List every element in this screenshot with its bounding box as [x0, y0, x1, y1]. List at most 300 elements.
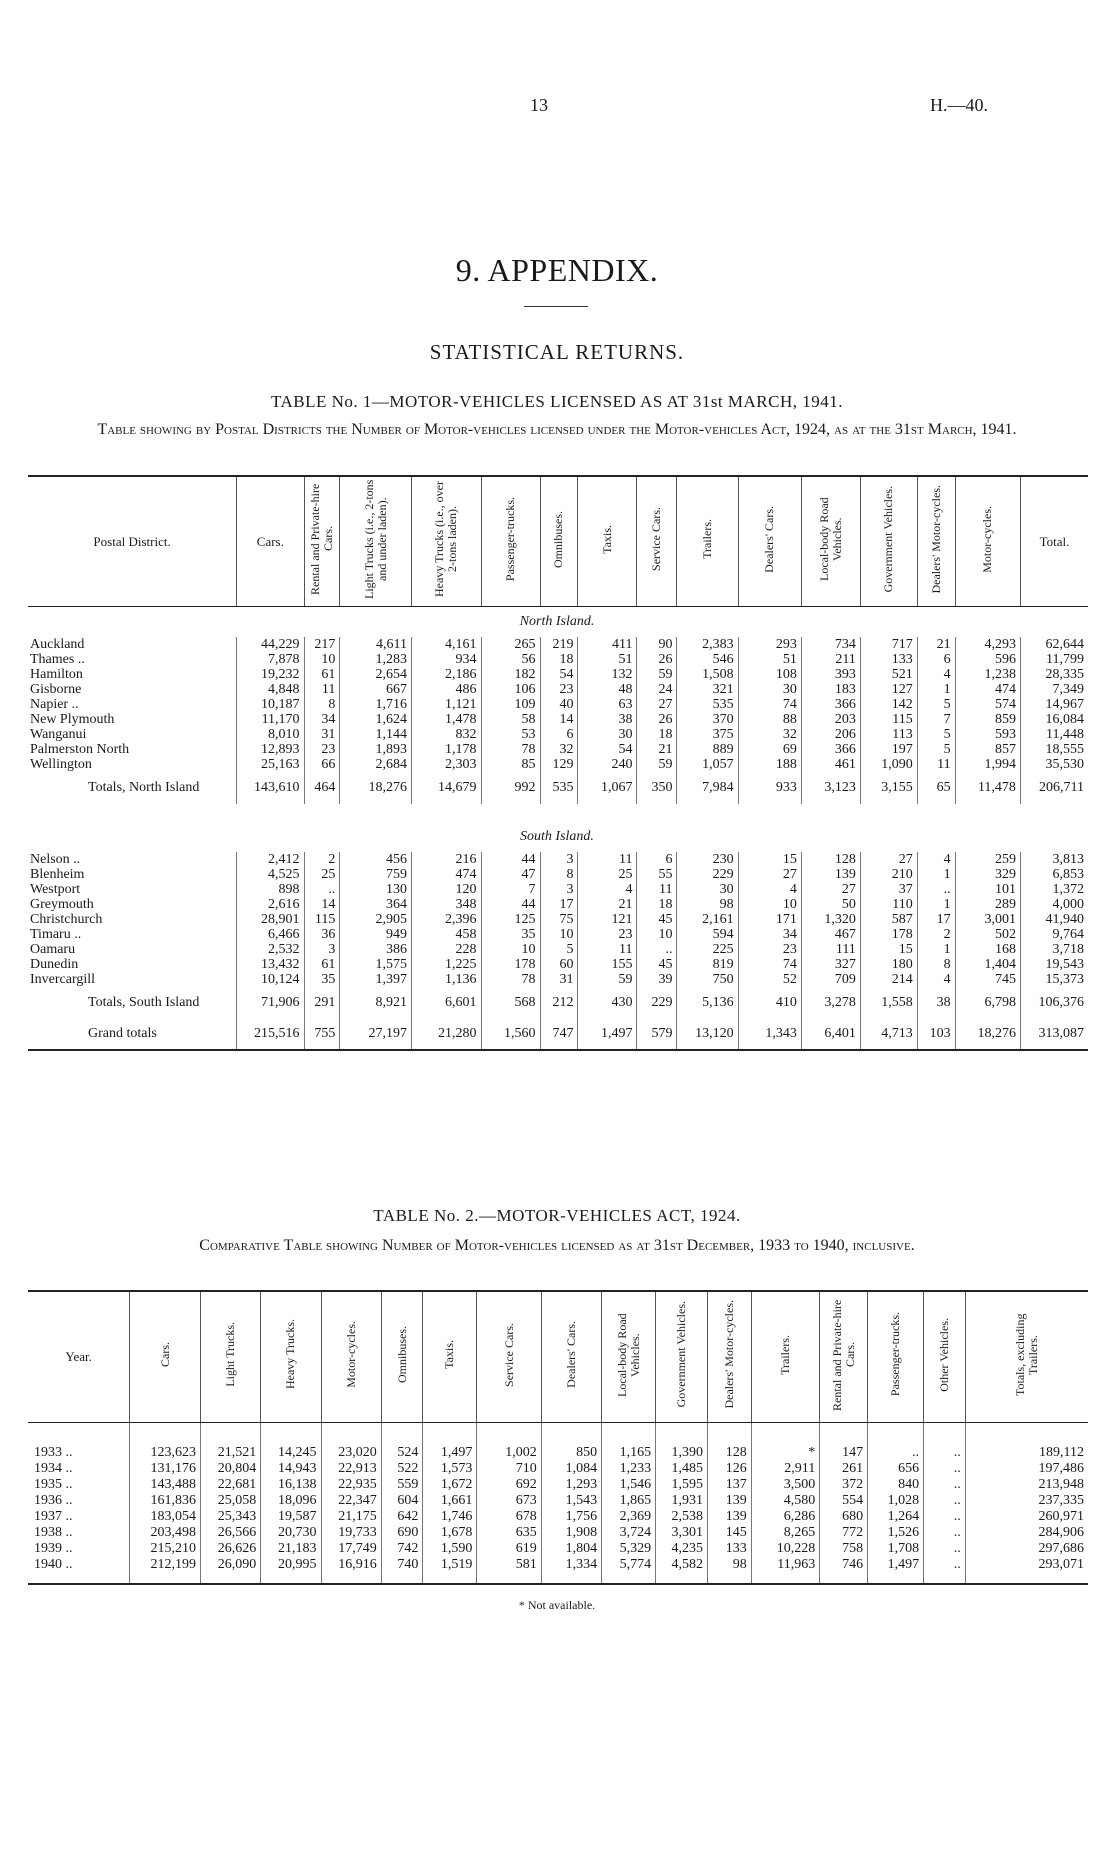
table-cell: 197,486: [1038, 1461, 1084, 1476]
table-cell: 21: [578, 897, 637, 912]
table-cell: 1,497: [868, 1557, 924, 1584]
table-cell: 212: [540, 987, 578, 1019]
table2-description: Comparative Table showing Number of Motor-vehicles licensed as at 31st December, 1933 to 1940, inclusive.: [199, 1237, 915, 1254]
table-cell: 3,155: [860, 772, 917, 804]
table-row: [28, 852, 1088, 867]
table-cell: 5,136: [677, 987, 738, 1019]
table-cell: 51: [738, 652, 801, 667]
table-cell: 4,235: [656, 1541, 708, 1557]
page-reference: H.—40.: [930, 95, 988, 115]
table-cell: 1,546: [602, 1477, 656, 1493]
table-cell: 393: [801, 667, 860, 682]
table-cell: 228: [412, 942, 482, 957]
table-cell: 108: [738, 667, 801, 682]
table-cell: 47: [481, 867, 540, 882]
table-cell: 327: [801, 957, 860, 972]
table-cell: 6: [540, 727, 578, 742]
column-header: [868, 1291, 924, 1423]
table-cell: 18,555: [1045, 742, 1084, 757]
table-cell: 14: [540, 712, 578, 727]
table-cell: 5: [917, 727, 955, 742]
table-row: [28, 1557, 1088, 1584]
table-cell: 1,526: [868, 1525, 924, 1541]
table-cell: 11,478: [955, 772, 1020, 804]
table-cell: 183,054: [130, 1509, 201, 1525]
table-cell: 51: [578, 652, 637, 667]
table-cell: 27,197: [340, 1019, 412, 1050]
table-cell: 386: [340, 942, 412, 957]
table-cell: 949: [340, 927, 412, 942]
table-cell: 44,229: [237, 637, 304, 652]
table-cell: 581: [477, 1557, 541, 1584]
column-header-label: Dealers' Motor-cycles.: [928, 484, 943, 594]
column-header: [237, 476, 304, 607]
table-cell: ..: [924, 1509, 966, 1525]
table-cell: 857: [955, 742, 1020, 757]
table-cell: 4: [917, 972, 955, 987]
column-header-label: Service Cars.: [501, 1322, 516, 1387]
table-cell: 13,120: [677, 1019, 738, 1050]
table-cell: 65: [917, 772, 955, 804]
row-label: Nelson ..: [28, 852, 237, 867]
table-row: [28, 667, 1088, 682]
table-cell: 74: [738, 697, 801, 712]
row-label: Hamilton: [28, 667, 237, 682]
table-cell: 18: [637, 897, 677, 912]
table-cell: 145: [708, 1525, 752, 1541]
table-cell: 1,084: [541, 1461, 601, 1477]
column-header: [481, 476, 540, 607]
table-cell: 11: [637, 882, 677, 897]
column-header-label: Motor-cycles.: [343, 1321, 358, 1388]
table-cell: 106,376: [1038, 995, 1084, 1010]
table-cell: 2,532: [237, 942, 304, 957]
table-cell: 20,730: [261, 1525, 321, 1541]
table-cell: 24: [637, 682, 677, 697]
section-row: [28, 607, 1088, 638]
table-cell: 1,708: [868, 1541, 924, 1557]
table-cell: 38: [578, 712, 637, 727]
column-header-label: Taxis.: [599, 524, 614, 554]
table-cell: 41,940: [1045, 912, 1084, 927]
table-cell: 364: [340, 897, 412, 912]
table-cell: 1,595: [656, 1477, 708, 1493]
table-cell: 819: [677, 957, 738, 972]
table-cell: 63: [578, 697, 637, 712]
table-cell: 521: [860, 667, 917, 682]
table-row: [28, 957, 1088, 972]
table-cell: 13,432: [237, 957, 304, 972]
column-header: [578, 476, 637, 607]
column-header-label: Rental and Private-hire Cars.: [829, 1298, 857, 1411]
divider: [524, 306, 588, 307]
table-cell: 3,001: [955, 912, 1020, 927]
table-cell: 214: [860, 972, 917, 987]
row-label: Christchurch: [28, 912, 237, 927]
column-header-label: Passenger-trucks.: [888, 1312, 903, 1397]
table-cell: 168: [955, 942, 1020, 957]
table-cell: 26: [637, 712, 677, 727]
table-cell: 284,906: [1038, 1525, 1084, 1540]
table-cell: 120: [412, 882, 482, 897]
table-cell: 54: [578, 742, 637, 757]
totals-row: [28, 987, 1088, 1019]
section-heading: STATISTICAL RETURNS.: [429, 340, 685, 364]
table1-description: Table showing by Postal Districts the Number of Motor-vehicles licensed under the Motor-vehicles Act, 1924, as at the 31st March, 1941.: [97, 421, 1017, 438]
column-header-label: Local-body Road Vehicles.: [816, 497, 844, 581]
table-cell: 10: [481, 942, 540, 957]
table-cell: 14,679: [412, 772, 482, 804]
table-row: [28, 637, 1088, 652]
table-cell: *: [751, 1423, 820, 1462]
table-cell: 2,684: [340, 757, 412, 772]
row-label: 1935 ..: [28, 1477, 130, 1493]
table-cell: 593: [955, 727, 1020, 742]
table-cell: 69: [738, 742, 801, 757]
table-row: [28, 912, 1088, 927]
table-cell: 55: [637, 867, 677, 882]
table-cell: 217: [304, 637, 340, 652]
table-cell: 535: [540, 772, 578, 804]
table-cell: 4,000: [1052, 897, 1084, 912]
table-cell: 15,373: [1045, 972, 1084, 987]
table-cell: 2,412: [237, 852, 304, 867]
table-cell: 2,538: [656, 1509, 708, 1525]
row-label: Palmerston North: [28, 742, 237, 757]
table-row: [28, 972, 1088, 987]
table-cell: 147: [820, 1423, 868, 1462]
table-cell: 4,848: [237, 682, 304, 697]
table-cell: 10,187: [237, 697, 304, 712]
table1-header-row: [28, 476, 1088, 607]
table-cell: 121: [578, 912, 637, 927]
table-row: [28, 712, 1088, 727]
table-cell: 240: [578, 757, 637, 772]
row-label: 1940 ..: [28, 1557, 130, 1584]
table-cell: 59: [637, 667, 677, 682]
column-header-label: Trailers.: [777, 1334, 792, 1375]
table-cell: 22,347: [321, 1493, 381, 1509]
column-header-label: Local-body Road Vehicles.: [614, 1312, 642, 1397]
table-cell: 203,498: [130, 1525, 201, 1541]
table-cell: 206: [801, 727, 860, 742]
table-cell: 1,334: [541, 1557, 601, 1584]
table-cell: 26: [637, 652, 677, 667]
table-cell: 189,112: [1039, 1445, 1084, 1460]
table-cell: 1,756: [541, 1509, 601, 1525]
table-cell: 4: [738, 882, 801, 897]
table-row: [28, 757, 1088, 772]
table-cell: 11,963: [751, 1557, 820, 1584]
table-cell: 486: [412, 682, 482, 697]
table-cell: 690: [381, 1525, 423, 1541]
column-header-label: Postal District.: [93, 533, 171, 549]
table-cell: 98: [677, 897, 738, 912]
table-cell: 203: [801, 712, 860, 727]
table-cell: 25: [304, 867, 340, 882]
table-cell: 74: [738, 957, 801, 972]
table-cell: 289: [955, 897, 1020, 912]
page-number: 13: [530, 95, 548, 115]
table-cell: 23: [540, 682, 578, 697]
table-cell: 992: [481, 772, 540, 804]
table-cell: 461: [801, 757, 860, 772]
table2-body: [28, 1423, 1088, 1585]
table-cell: 44: [481, 852, 540, 867]
table-cell: 10: [637, 927, 677, 942]
table-cell: 101: [955, 882, 1020, 897]
table-cell: 11: [304, 682, 340, 697]
column-header: [677, 476, 738, 607]
appendix-heading: 9. APPENDIX.: [455, 252, 659, 288]
table-cell: 71,906: [237, 987, 304, 1019]
table-cell: 10,228: [751, 1541, 820, 1557]
column-header: [602, 1291, 656, 1423]
table-cell: 680: [820, 1509, 868, 1525]
table-cell: 61: [304, 957, 340, 972]
table-cell: 75: [540, 912, 578, 927]
column-header: [801, 476, 860, 607]
table-cell: 14,245: [261, 1423, 321, 1462]
table-cell: 1,343: [738, 1019, 801, 1050]
table-cell: 329: [955, 867, 1020, 882]
table1-body: [28, 607, 1088, 1051]
table-cell: 759: [340, 867, 412, 882]
table-cell: 53: [481, 727, 540, 742]
table-cell: 4,611: [340, 637, 412, 652]
page-header: [0, 95, 1114, 119]
table-cell: 4,582: [656, 1557, 708, 1584]
table-cell: 522: [381, 1461, 423, 1477]
table-cell: ..: [924, 1423, 966, 1462]
table2-title: TABLE No. 2.—MOTOR-VEHICLES ACT, 1924.: [373, 1206, 741, 1225]
column-header: [708, 1291, 752, 1423]
table-cell: 10: [304, 652, 340, 667]
table-cell: 10: [738, 897, 801, 912]
table-cell: 366: [801, 697, 860, 712]
column-header-label: Year.: [65, 1349, 92, 1364]
table-cell: 1,931: [656, 1493, 708, 1509]
table-cell: 11,170: [237, 712, 304, 727]
column-header-label: Taxis.: [442, 1340, 457, 1369]
table-cell: 19,543: [1045, 957, 1084, 972]
table-cell: 758: [820, 1541, 868, 1557]
table-cell: 321: [677, 682, 738, 697]
column-header-label: Dealers' Cars.: [563, 1321, 578, 1388]
column-header: [28, 476, 237, 607]
table-cell: 772: [820, 1525, 868, 1541]
table-cell: 35: [304, 972, 340, 987]
table-cell: 213,948: [1038, 1477, 1084, 1492]
table-cell: 260,971: [1038, 1509, 1084, 1524]
table-cell: 6: [637, 852, 677, 867]
table-cell: 1,519: [423, 1557, 477, 1584]
row-label: 1934 ..: [28, 1461, 130, 1477]
table-cell: 1,404: [955, 957, 1020, 972]
table-cell: 5,774: [602, 1557, 656, 1584]
table-cell: 171: [738, 912, 801, 927]
column-header: [130, 1291, 201, 1423]
table-cell: 5: [540, 942, 578, 957]
table-cell: 85: [481, 757, 540, 772]
table-cell: 3,123: [801, 772, 860, 804]
table-cell: 11: [578, 852, 637, 867]
table-cell: 1,390: [656, 1423, 708, 1462]
table-cell: 2,616: [237, 897, 304, 912]
table-cell: 2,911: [751, 1461, 820, 1477]
table-cell: 898: [237, 882, 304, 897]
table-cell: 16,084: [1045, 712, 1084, 727]
table-cell: 667: [340, 682, 412, 697]
table-cell: 2,303: [412, 757, 482, 772]
column-header: [477, 1291, 541, 1423]
table-cell: 6,401: [801, 1019, 860, 1050]
row-label: Thames ..: [28, 652, 237, 667]
table-cell: 1,397: [340, 972, 412, 987]
table-cell: 3,278: [801, 987, 860, 1019]
table-cell: 1,264: [868, 1509, 924, 1525]
table-cell: 219: [540, 637, 578, 652]
table-cell: 40: [540, 697, 578, 712]
table-cell: 32: [738, 727, 801, 742]
column-header-label: Omnibuses.: [394, 1326, 409, 1383]
table-cell: 155: [578, 957, 637, 972]
table-cell: 38: [917, 987, 955, 1019]
table-cell: 123,623: [130, 1423, 201, 1462]
column-header-label: Total.: [1039, 533, 1070, 549]
table-cell: 22,681: [200, 1477, 260, 1493]
column-header-label: Heavy Trucks.: [283, 1319, 298, 1390]
table-cell: 4,525: [237, 867, 304, 882]
table-cell: 22,935: [321, 1477, 381, 1493]
table-cell: 430: [578, 987, 637, 1019]
table-cell: 458: [412, 927, 482, 942]
table-cell: 23: [578, 927, 637, 942]
table-cell: 6,466: [237, 927, 304, 942]
table-cell: 35,530: [1045, 757, 1084, 772]
table-cell: 1,485: [656, 1461, 708, 1477]
row-label: New Plymouth: [28, 712, 237, 727]
table-cell: 1,543: [541, 1493, 601, 1509]
table-cell: ..: [917, 882, 955, 897]
column-header-label: Rental and Private-hire Cars.: [307, 483, 335, 595]
table-cell: 206,711: [1039, 780, 1084, 795]
table-cell: 656: [868, 1461, 924, 1477]
row-label: Blenheim: [28, 867, 237, 882]
table-cell: 574: [955, 697, 1020, 712]
row-label: 1939 ..: [28, 1541, 130, 1557]
table-cell: 850: [541, 1423, 601, 1462]
table-cell: 4,580: [751, 1493, 820, 1509]
table-cell: 6: [917, 652, 955, 667]
table-cell: 742: [381, 1541, 423, 1557]
table-cell: 568: [481, 987, 540, 1019]
column-header-label: Other Vehicles.: [936, 1317, 951, 1392]
column-header-label: Motor-cycles.: [980, 505, 995, 573]
column-header: [924, 1291, 966, 1423]
row-label: Wanganui: [28, 727, 237, 742]
table-cell: 1,678: [423, 1525, 477, 1541]
table-cell: 840: [868, 1477, 924, 1493]
table-cell: 26,090: [200, 1557, 260, 1584]
table-cell: 143,488: [130, 1477, 201, 1493]
table-cell: 934: [412, 652, 482, 667]
table-cell: 109: [481, 697, 540, 712]
table-cell: 142: [860, 697, 917, 712]
table-cell: 30: [677, 882, 738, 897]
table-cell: 45: [637, 957, 677, 972]
table-cell: 139: [708, 1509, 752, 1525]
table-cell: 1,893: [340, 742, 412, 757]
table-cell: 19,587: [261, 1509, 321, 1525]
table-cell: 18: [637, 727, 677, 742]
row-label: Grand totals: [28, 1019, 237, 1050]
row-label: Greymouth: [28, 897, 237, 912]
table-cell: 2: [304, 852, 340, 867]
column-header: [321, 1291, 381, 1423]
table-cell: 161,836: [130, 1493, 201, 1509]
table-cell: 8: [540, 867, 578, 882]
table-cell: 1,225: [412, 957, 482, 972]
table-cell: 1,661: [423, 1493, 477, 1509]
table-cell: 125: [481, 912, 540, 927]
table-cell: 410: [738, 987, 801, 1019]
table-cell: 26,566: [200, 1525, 260, 1541]
table-cell: 3: [540, 852, 578, 867]
table-cell: 7,349: [1052, 682, 1084, 697]
table-cell: 3,500: [751, 1477, 820, 1493]
table-cell: 1,497: [578, 1019, 637, 1050]
column-header: [1020, 476, 1088, 607]
table-cell: 372: [820, 1477, 868, 1493]
table-cell: 596: [955, 652, 1020, 667]
column-header: [820, 1291, 868, 1423]
table-cell: 27: [637, 697, 677, 712]
table-cell: 259: [955, 852, 1020, 867]
table-cell: 293: [738, 637, 801, 652]
section-label: South Island.: [520, 829, 594, 844]
table-cell: 5,329: [602, 1541, 656, 1557]
table-cell: 8,010: [237, 727, 304, 742]
table-cell: ..: [924, 1493, 966, 1509]
table-cell: 642: [381, 1509, 423, 1525]
table1: [28, 475, 1088, 1051]
grand-total-row: [28, 1019, 1088, 1050]
table-cell: 132: [578, 667, 637, 682]
table-cell: 554: [820, 1493, 868, 1509]
table-row: [28, 697, 1088, 712]
table-cell: 237,335: [1038, 1493, 1084, 1508]
column-header: [656, 1291, 708, 1423]
table-cell: 197: [860, 742, 917, 757]
table-row: [28, 1423, 1088, 1462]
table-cell: 131,176: [130, 1461, 201, 1477]
table-row: [28, 927, 1088, 942]
table-cell: 11,448: [1046, 727, 1084, 742]
row-label: Westport: [28, 882, 237, 897]
table-cell: 1,804: [541, 1541, 601, 1557]
table-cell: 28,901: [237, 912, 304, 927]
table-cell: 39: [637, 972, 677, 987]
column-header-label: Service Cars.: [649, 507, 664, 571]
table-cell: 579: [637, 1019, 677, 1050]
table-cell: 59: [637, 757, 677, 772]
table-cell: 62,644: [1045, 637, 1084, 652]
table-cell: 34: [304, 712, 340, 727]
table-cell: 25,058: [200, 1493, 260, 1509]
table-cell: 3,724: [602, 1525, 656, 1541]
table-cell: 27: [860, 852, 917, 867]
